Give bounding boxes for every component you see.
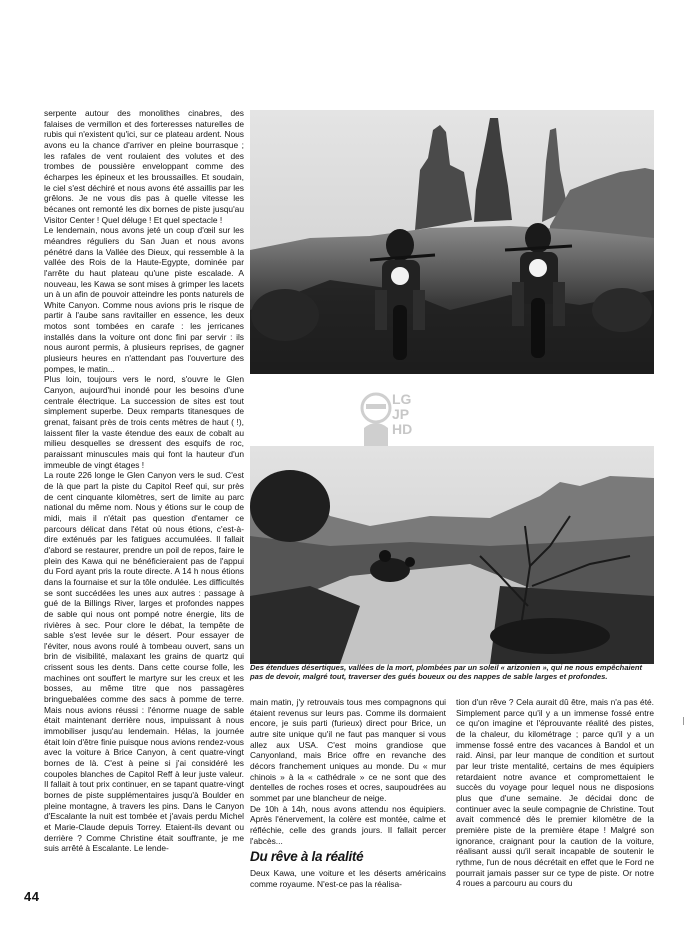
paragraph: Le lendemain, nous avons jeté un coup d'œil sur les méandres réguliers du San Juan et nous avons pénétré dans la Vallée des Dieux, qui ressemble à la vallée des Rois de la Haute-Egypte, dominée par l'arrête du haut plateau qu'une piste escalade. A nouveau, les Kawa se sont mises à grimper les lacets un à un afin de pouvoir atteindre les ponts naturels de White Canyon. Comme nous avions pris le risque de partir à l'aube sans ravitailler en essence, les deux motos sont tombées en carafe : les jerricanes installés dans la voiture ont donc fini par servir : ils nous auront permis, à plusieurs reprises, de gagner plusieurs heures en n'attendant pas l'ouverture des pompes, le matin... xyxy=(44,225,244,374)
photo-motorcycles-monument-valley xyxy=(250,110,654,374)
paragraph: main matin, j'y retrouvais tous mes compagnons qui étaient revenus sur leurs pas. Comme ils dormaient encore, je suis parti (furieux) direct pour Brice, un autre site unique qu'il ne faut pas manquer si vous allez aux USA. C'est moins grandiose que Canyonland, mais Brice offre en revanche des décors franchement uniques au monde. Du « mur chinois » à la « cathédrale » ce ne sont que des dentelles de roches roses et ocres, saupoudrées au sommet par une blancheur de neige. xyxy=(250,697,446,803)
paragraph: Plus loin, toujours vers le nord, s'ouvre le Glen Canyon, aujourd'hui inondé pour les besoins d'une centrale électrique. La succession de sites est tout simplement superbe. Deux remparts titanesques de grenat, faisant près de trois cents mètres de haut ( !), laissent filer la vaste étendue des eaux de cobalt au milieu desquelles se dressent des esquifs de roc, paraissant minuscules mais qui font la hauteur d'un immeuble de vingt étages ! xyxy=(44,374,244,470)
paragraph: tion d'un rêve ? Cela aurait dû être, mais n'a pas été. Simplement parce qu'il y a un immense fossé entre ce qu'on imagine et l'éprouvante réalité des pistes, de la chaleur, du kilométrage ; parce qu'il y a un immense fossé entre des vacances à Bandol et un raid. Ainsi, par leur manque de condition et surtout par leur triste mentalité, certains de mes équipiers retardaient notre avance et compromettaient le succès du voyage pour lequel nous ne disposions plus que d'une semaine. Je décidai donc de continuer avec la seule compagnie de Christine. Tout avait commencé dès le premier kilomètre de la première piste de la première étape ! Malgré son ignorance, craignant pour la caution de la voiture, réalisant aussi qu'il serait incapable de soutenir le rythme, l'un de nous décrétait en effet que le Ford ne pourrait jamais passer sur ce type de piste. Or notre 4 roues a parcouru au cours du xyxy=(456,697,654,889)
paragraph: serpente autour des monolithes cinabres, des falaises de vermillon et des forteresses naturelles de rubis qui n'existent qu'ici, sur ce plateau ardent. Nous avons eu la chance d'arriver en pleine bourrasque ; les rafales de vent roulaient des volutes et des trombes de poussière enveloppant comme des écharpes les épineux et les broussailles. Et soudain, le ciel s'est déchiré et nous avons été assaillis par les grêlons. Je ne vous dis pas à quelle vitesse les bécanes ont remonté les dix bornes de piste jusqu'au Visitor Center ! Quel déluge ! Et quel spectacle ! xyxy=(44,108,244,225)
paragraph: De 10h à 14h, nous avons attendu nos équipiers. Après l'énervement, la colère est montée, calme et réfléchie, celle des grands jours. Il fallait percer l'abcès... xyxy=(250,803,446,846)
page-number: 44 xyxy=(24,889,40,904)
photo-desert-riders xyxy=(250,446,654,664)
middle-text-column xyxy=(250,697,446,890)
photo-caption: Des étendues désertiques, vallées de la mort, plombées par un soleil « arizonien », qui ne nous empêchaient pas de devoir, malgré tout, traverser des gués boueux ou des nappes de sable larges et profondes. xyxy=(250,663,643,682)
section-heading: Du rêve à la réalité xyxy=(250,849,364,865)
right-text-column xyxy=(456,697,654,889)
paragraph: Deux Kawa, une voiture et les déserts américains comme royaume. N'est-ce pas la réalisa- xyxy=(250,868,446,889)
left-text-column xyxy=(44,108,244,854)
paragraph: La route 226 longe le Glen Canyon vers le sud. C'est de là que part la piste du Capitol Reef qui, sur près de cent cinquante kilomètres, sert de limite au parc national du même nom. Nous y étions sur le coup de midi, mais il n'était pas question d'entamer ce parcours délicat dans l'état où nous étions, c'est-à-dire exténués par les fatigues accumulées. Il fallait d'abord se restaurer, prendre un poil de repos, faire le plein des Kawa qui ne bénéficieraient pas de l'appui du Ford ayant pris la route directe. A 14 h nous étions dans la fournaise et sur la tôle ondulée. Les difficultés se sont succédées les unes aux autres : passage à gué de la Billings River, larges et profondes nappes de sable qui nous ont pompé notre énergie, lits de rivières à sec. Pour clore le débat, la tempête de sable s'est levée sur le désert. Pour essayer de l'éviter, nous avons roulé à tombeau ouvert, sans un brin de visibilité, malaxant les grains de quartz qui crissent sous les dents. Dans cette course folle, les machines ont souffert le martyre sur les creux et les bosses, au même titre que nos passagères bringuebalées comme des sacs à pomme de terre. Mais nous avions réussi : l'énorme nuage de sable était maintenant derrière nous, impuissant à nous immobiliser jusqu'au lendemain. Hélas, la journée était loin d'être finie puisque nous avions rendez-vous avec la voiture à Brice Canyon, à cent quatre-vingt bornes de là. C'est à peine si j'ai considéré les coupoles blanches de Capitol Reff à leur juste valeur. Il fallait à tout prix continuer, en se tapant quatre-vingt bornes de piste supplémentaires jusqu'à Boulder en pleine montagne, à travers les pins. Dans le Canyon d'Escalante la nuit est tombée et j'avais perdu Michel et Marie-Claude depuis Torrey. Etaient-ils devant ou derrière ? Comme Christine était souffrante, je me suis arrêté à Escalante. Le lende- xyxy=(44,470,244,854)
watermark-text: LG JP HD xyxy=(392,391,413,437)
crop-mark xyxy=(683,717,684,725)
